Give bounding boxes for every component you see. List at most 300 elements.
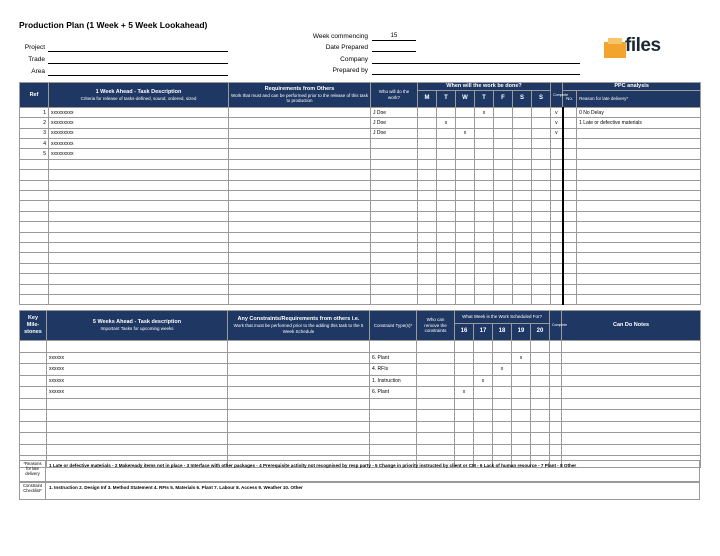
constraint-cell[interactable] (228, 444, 370, 456)
day-cell[interactable] (456, 294, 475, 304)
day-cell[interactable] (475, 180, 494, 190)
day-cell[interactable] (513, 263, 532, 273)
week-cell[interactable] (493, 341, 512, 353)
complete-cell[interactable] (551, 180, 563, 190)
five-week-task-cell[interactable]: xxxxxx (47, 375, 228, 387)
who-cell[interactable]: J Doe (371, 128, 418, 138)
complete-cell[interactable] (551, 211, 563, 221)
requirements-cell[interactable] (229, 118, 371, 128)
day-cell[interactable] (437, 149, 456, 159)
day-cell[interactable] (475, 128, 494, 138)
milestone-cell[interactable] (20, 375, 47, 387)
day-cell[interactable] (437, 263, 456, 273)
reason-cell[interactable] (577, 263, 701, 273)
complete-cell[interactable]: v (551, 107, 563, 117)
complete-cell[interactable] (551, 242, 563, 252)
day-cell[interactable] (418, 118, 437, 128)
day-cell[interactable] (418, 263, 437, 273)
task-cell[interactable] (49, 274, 229, 284)
constraint-cell[interactable] (228, 364, 370, 376)
day-cell[interactable] (437, 191, 456, 201)
notes-cell[interactable] (562, 421, 701, 433)
who-cell[interactable] (371, 159, 418, 169)
five-week-task-cell[interactable]: xxxxxx (47, 387, 228, 399)
day-cell[interactable] (456, 284, 475, 294)
day-cell[interactable] (513, 107, 532, 117)
day-cell[interactable] (494, 128, 513, 138)
constraint-cell[interactable] (228, 398, 370, 410)
task-cell[interactable] (49, 159, 229, 169)
day-cell[interactable] (513, 294, 532, 304)
constraint-cell[interactable] (228, 433, 370, 445)
day-cell[interactable] (475, 139, 494, 149)
constraint-cell[interactable] (228, 410, 370, 422)
day-cell[interactable] (532, 149, 551, 159)
requirements-cell[interactable] (229, 222, 371, 232)
who-cell[interactable]: J Doe (371, 107, 418, 117)
day-cell[interactable] (456, 253, 475, 263)
constraint-type-cell[interactable]: 6. Plant (370, 387, 417, 399)
week-cell[interactable] (531, 387, 550, 399)
day-cell[interactable] (475, 170, 494, 180)
complete-cell[interactable] (550, 398, 562, 410)
day-cell[interactable] (456, 170, 475, 180)
day-cell[interactable] (532, 159, 551, 169)
day-cell[interactable] (456, 191, 475, 201)
notes-cell[interactable] (562, 433, 701, 445)
week-cell[interactable]: x (474, 375, 493, 387)
milestone-cell[interactable] (20, 364, 47, 376)
constraint-who-cell[interactable] (417, 352, 455, 364)
day-cell[interactable] (532, 222, 551, 232)
five-week-task-cell[interactable] (47, 421, 228, 433)
task-cell[interactable]: xxxxxxxxx (49, 149, 229, 159)
reason-cell[interactable] (577, 149, 701, 159)
week-cell[interactable] (474, 433, 493, 445)
week-cell[interactable] (512, 375, 531, 387)
day-cell[interactable] (513, 284, 532, 294)
milestone-cell[interactable] (20, 410, 47, 422)
milestone-cell[interactable] (20, 341, 47, 353)
day-cell[interactable] (456, 242, 475, 252)
week-cell[interactable] (474, 410, 493, 422)
milestone-cell[interactable] (20, 433, 47, 445)
day-cell[interactable] (456, 274, 475, 284)
day-cell[interactable] (456, 222, 475, 232)
constraint-cell[interactable] (228, 352, 370, 364)
who-cell[interactable] (371, 222, 418, 232)
week-cell[interactable]: x (493, 364, 512, 376)
reason-cell[interactable] (577, 201, 701, 211)
day-cell[interactable] (513, 242, 532, 252)
task-cell[interactable] (49, 242, 229, 252)
constraint-type-cell[interactable]: 6. Plant (370, 352, 417, 364)
who-cell[interactable] (371, 149, 418, 159)
who-cell[interactable] (371, 284, 418, 294)
day-cell[interactable] (418, 253, 437, 263)
complete-cell[interactable] (551, 149, 563, 159)
five-week-task-cell[interactable] (47, 341, 228, 353)
week-cell[interactable] (455, 352, 474, 364)
task-cell[interactable] (49, 284, 229, 294)
complete-cell[interactable] (550, 410, 562, 422)
requirements-cell[interactable] (229, 274, 371, 284)
week-cell[interactable] (455, 433, 474, 445)
five-week-task-cell[interactable] (47, 398, 228, 410)
notes-cell[interactable] (562, 364, 701, 376)
day-cell[interactable] (475, 294, 494, 304)
day-cell[interactable] (437, 180, 456, 190)
notes-cell[interactable] (562, 387, 701, 399)
week-cell[interactable] (493, 410, 512, 422)
week-cell[interactable] (512, 421, 531, 433)
week-cell[interactable] (474, 341, 493, 353)
week-cell[interactable] (512, 398, 531, 410)
day-cell[interactable] (494, 149, 513, 159)
reason-cell[interactable] (577, 180, 701, 190)
reason-cell[interactable] (577, 232, 701, 242)
five-week-task-cell[interactable] (47, 444, 228, 456)
task-cell[interactable]: xxxxxxxxx (49, 107, 229, 117)
day-cell[interactable] (418, 128, 437, 138)
week-cell[interactable] (455, 398, 474, 410)
day-cell[interactable] (475, 274, 494, 284)
day-cell[interactable] (494, 159, 513, 169)
week-cell[interactable]: x (512, 352, 531, 364)
week-cell[interactable] (493, 398, 512, 410)
five-week-task-cell[interactable] (47, 410, 228, 422)
day-cell[interactable] (418, 180, 437, 190)
week-cell[interactable] (474, 421, 493, 433)
reason-cell[interactable] (577, 211, 701, 221)
constraint-who-cell[interactable] (417, 364, 455, 376)
week-cell[interactable] (512, 410, 531, 422)
day-cell[interactable] (513, 128, 532, 138)
five-week-task-cell[interactable]: xxxxxx (47, 364, 228, 376)
day-cell[interactable] (475, 232, 494, 242)
week-cell[interactable] (531, 410, 550, 422)
complete-cell[interactable] (550, 444, 562, 456)
reason-cell[interactable] (577, 139, 701, 149)
day-cell[interactable] (532, 242, 551, 252)
milestone-cell[interactable] (20, 444, 47, 456)
day-cell[interactable] (513, 191, 532, 201)
notes-cell[interactable] (562, 444, 701, 456)
requirements-cell[interactable] (229, 139, 371, 149)
reason-cell[interactable] (577, 159, 701, 169)
reason-cell[interactable]: 0 No Delay (577, 107, 701, 117)
reason-cell[interactable] (577, 284, 701, 294)
week-cell[interactable] (531, 433, 550, 445)
constraint-who-cell[interactable] (417, 421, 455, 433)
day-cell[interactable] (513, 118, 532, 128)
reason-cell[interactable] (577, 242, 701, 252)
day-cell[interactable] (513, 139, 532, 149)
requirements-cell[interactable] (229, 232, 371, 242)
day-cell[interactable] (532, 284, 551, 294)
day-cell[interactable] (513, 149, 532, 159)
day-cell[interactable] (418, 274, 437, 284)
notes-cell[interactable] (562, 410, 701, 422)
requirements-cell[interactable] (229, 242, 371, 252)
day-cell[interactable] (494, 118, 513, 128)
who-cell[interactable] (371, 180, 418, 190)
day-cell[interactable] (494, 201, 513, 211)
day-cell[interactable] (494, 242, 513, 252)
constraint-type-cell[interactable] (370, 433, 417, 445)
day-cell[interactable] (532, 107, 551, 117)
task-cell[interactable]: xxxxxxxxx (49, 118, 229, 128)
milestone-cell[interactable] (20, 352, 47, 364)
week-cell[interactable] (493, 444, 512, 456)
task-cell[interactable] (49, 180, 229, 190)
day-cell[interactable] (494, 180, 513, 190)
day-cell[interactable] (418, 149, 437, 159)
day-cell[interactable] (494, 170, 513, 180)
week-cell[interactable] (455, 410, 474, 422)
day-cell[interactable] (532, 263, 551, 273)
day-cell[interactable] (456, 180, 475, 190)
reason-cell[interactable]: 1 Late or defective materials (577, 118, 701, 128)
complete-cell[interactable] (551, 253, 563, 263)
day-cell[interactable]: x (456, 128, 475, 138)
who-cell[interactable] (371, 294, 418, 304)
day-cell[interactable] (456, 118, 475, 128)
constraint-cell[interactable] (228, 341, 370, 353)
reason-cell[interactable] (577, 294, 701, 304)
week-cell[interactable] (512, 364, 531, 376)
complete-cell[interactable]: v (551, 118, 563, 128)
day-cell[interactable] (456, 211, 475, 221)
day-cell[interactable] (437, 242, 456, 252)
complete-cell[interactable]: v (551, 128, 563, 138)
day-cell[interactable] (437, 201, 456, 211)
day-cell[interactable]: x (437, 118, 456, 128)
day-cell[interactable] (513, 180, 532, 190)
day-cell[interactable] (513, 253, 532, 263)
constraint-type-cell[interactable] (370, 444, 417, 456)
who-cell[interactable] (371, 201, 418, 211)
day-cell[interactable] (532, 128, 551, 138)
task-cell[interactable]: xxxxxxxxx (49, 139, 229, 149)
notes-cell[interactable] (562, 375, 701, 387)
notes-cell[interactable] (562, 341, 701, 353)
requirements-cell[interactable] (229, 128, 371, 138)
day-cell[interactable] (494, 139, 513, 149)
day-cell[interactable] (494, 222, 513, 232)
constraint-type-cell[interactable]: 4. RFIs (370, 364, 417, 376)
day-cell[interactable] (494, 253, 513, 263)
constraint-who-cell[interactable] (417, 410, 455, 422)
week-commencing-field[interactable]: 15 (372, 33, 416, 41)
reason-cell[interactable] (577, 191, 701, 201)
constraint-type-cell[interactable] (370, 410, 417, 422)
requirements-cell[interactable] (229, 107, 371, 117)
day-cell[interactable] (418, 294, 437, 304)
reason-cell[interactable] (577, 274, 701, 284)
day-cell[interactable] (532, 232, 551, 242)
day-cell[interactable] (437, 253, 456, 263)
requirements-cell[interactable] (229, 170, 371, 180)
day-cell[interactable] (532, 118, 551, 128)
requirements-cell[interactable] (229, 253, 371, 263)
who-cell[interactable] (371, 139, 418, 149)
who-cell[interactable] (371, 242, 418, 252)
day-cell[interactable] (513, 222, 532, 232)
milestone-cell[interactable] (20, 421, 47, 433)
task-cell[interactable] (49, 253, 229, 263)
week-cell[interactable] (512, 433, 531, 445)
constraint-cell[interactable] (228, 375, 370, 387)
reason-cell[interactable] (577, 253, 701, 263)
day-cell[interactable] (456, 263, 475, 273)
task-cell[interactable] (49, 211, 229, 221)
task-cell[interactable] (49, 263, 229, 273)
milestone-cell[interactable] (20, 387, 47, 399)
day-cell[interactable] (475, 118, 494, 128)
requirements-cell[interactable] (229, 263, 371, 273)
complete-cell[interactable] (550, 341, 562, 353)
day-cell[interactable] (437, 159, 456, 169)
who-cell[interactable] (371, 191, 418, 201)
constraint-who-cell[interactable] (417, 444, 455, 456)
week-cell[interactable] (531, 364, 550, 376)
day-cell[interactable] (456, 107, 475, 117)
constraint-cell[interactable] (228, 387, 370, 399)
day-cell[interactable] (437, 222, 456, 232)
constraint-who-cell[interactable] (417, 387, 455, 399)
day-cell[interactable] (456, 201, 475, 211)
day-cell[interactable] (418, 139, 437, 149)
constraint-cell[interactable] (228, 421, 370, 433)
week-cell[interactable] (474, 364, 493, 376)
constraint-who-cell[interactable] (417, 433, 455, 445)
day-cell[interactable] (475, 201, 494, 211)
five-week-task-cell[interactable] (47, 433, 228, 445)
trade-field[interactable] (48, 56, 228, 64)
day-cell[interactable] (418, 211, 437, 221)
day-cell[interactable] (532, 211, 551, 221)
who-cell[interactable] (371, 253, 418, 263)
company-field[interactable] (372, 56, 580, 64)
requirements-cell[interactable] (229, 294, 371, 304)
day-cell[interactable] (437, 274, 456, 284)
day-cell[interactable] (418, 284, 437, 294)
who-cell[interactable] (371, 263, 418, 273)
requirements-cell[interactable] (229, 149, 371, 159)
day-cell[interactable] (456, 232, 475, 242)
day-cell[interactable] (513, 170, 532, 180)
complete-cell[interactable] (550, 364, 562, 376)
complete-cell[interactable] (551, 139, 563, 149)
milestone-cell[interactable] (20, 398, 47, 410)
day-cell[interactable] (418, 232, 437, 242)
day-cell[interactable] (418, 191, 437, 201)
week-cell[interactable] (531, 375, 550, 387)
day-cell[interactable] (418, 201, 437, 211)
week-cell[interactable] (474, 444, 493, 456)
week-cell[interactable] (455, 341, 474, 353)
day-cell[interactable] (437, 139, 456, 149)
week-cell[interactable] (512, 341, 531, 353)
day-cell[interactable] (418, 222, 437, 232)
day-cell[interactable] (494, 294, 513, 304)
prepared-by-field[interactable] (372, 67, 580, 75)
requirements-cell[interactable] (229, 211, 371, 221)
day-cell[interactable] (494, 191, 513, 201)
day-cell[interactable] (513, 232, 532, 242)
day-cell[interactable] (437, 294, 456, 304)
day-cell[interactable] (475, 253, 494, 263)
day-cell[interactable] (418, 159, 437, 169)
notes-cell[interactable] (562, 398, 701, 410)
task-cell[interactable] (49, 294, 229, 304)
week-cell[interactable] (493, 352, 512, 364)
complete-cell[interactable] (551, 170, 563, 180)
day-cell[interactable] (513, 159, 532, 169)
task-cell[interactable] (49, 201, 229, 211)
constraint-who-cell[interactable] (417, 341, 455, 353)
week-cell[interactable] (531, 352, 550, 364)
day-cell[interactable] (475, 191, 494, 201)
week-cell[interactable] (493, 375, 512, 387)
complete-cell[interactable] (551, 284, 563, 294)
day-cell[interactable] (494, 263, 513, 273)
week-cell[interactable] (455, 444, 474, 456)
day-cell[interactable] (437, 284, 456, 294)
complete-cell[interactable] (551, 191, 563, 201)
day-cell[interactable] (437, 170, 456, 180)
week-cell[interactable] (493, 421, 512, 433)
day-cell[interactable] (494, 284, 513, 294)
day-cell[interactable] (532, 191, 551, 201)
who-cell[interactable] (371, 170, 418, 180)
day-cell[interactable] (494, 107, 513, 117)
complete-cell[interactable] (551, 274, 563, 284)
day-cell[interactable] (437, 107, 456, 117)
day-cell[interactable] (513, 274, 532, 284)
week-cell[interactable] (531, 421, 550, 433)
day-cell[interactable] (532, 253, 551, 263)
constraint-who-cell[interactable] (417, 375, 455, 387)
week-cell[interactable] (493, 433, 512, 445)
day-cell[interactable] (456, 139, 475, 149)
constraint-type-cell[interactable] (370, 421, 417, 433)
complete-cell[interactable] (550, 375, 562, 387)
requirements-cell[interactable] (229, 201, 371, 211)
day-cell[interactable] (437, 128, 456, 138)
constraint-type-cell[interactable] (370, 398, 417, 410)
task-cell[interactable] (49, 191, 229, 201)
day-cell[interactable] (494, 232, 513, 242)
task-cell[interactable] (49, 222, 229, 232)
day-cell[interactable]: x (475, 107, 494, 117)
reason-cell[interactable] (577, 128, 701, 138)
complete-cell[interactable] (551, 263, 563, 273)
complete-cell[interactable] (551, 232, 563, 242)
constraint-type-cell[interactable]: 1. Instruction (370, 375, 417, 387)
week-cell[interactable] (531, 341, 550, 353)
task-cell[interactable]: xxxxxxxxx (49, 128, 229, 138)
requirements-cell[interactable] (229, 284, 371, 294)
complete-cell[interactable] (550, 352, 562, 364)
day-cell[interactable] (475, 159, 494, 169)
week-cell[interactable] (474, 352, 493, 364)
day-cell[interactable] (475, 211, 494, 221)
week-cell[interactable] (474, 398, 493, 410)
day-cell[interactable] (475, 242, 494, 252)
day-cell[interactable] (456, 159, 475, 169)
